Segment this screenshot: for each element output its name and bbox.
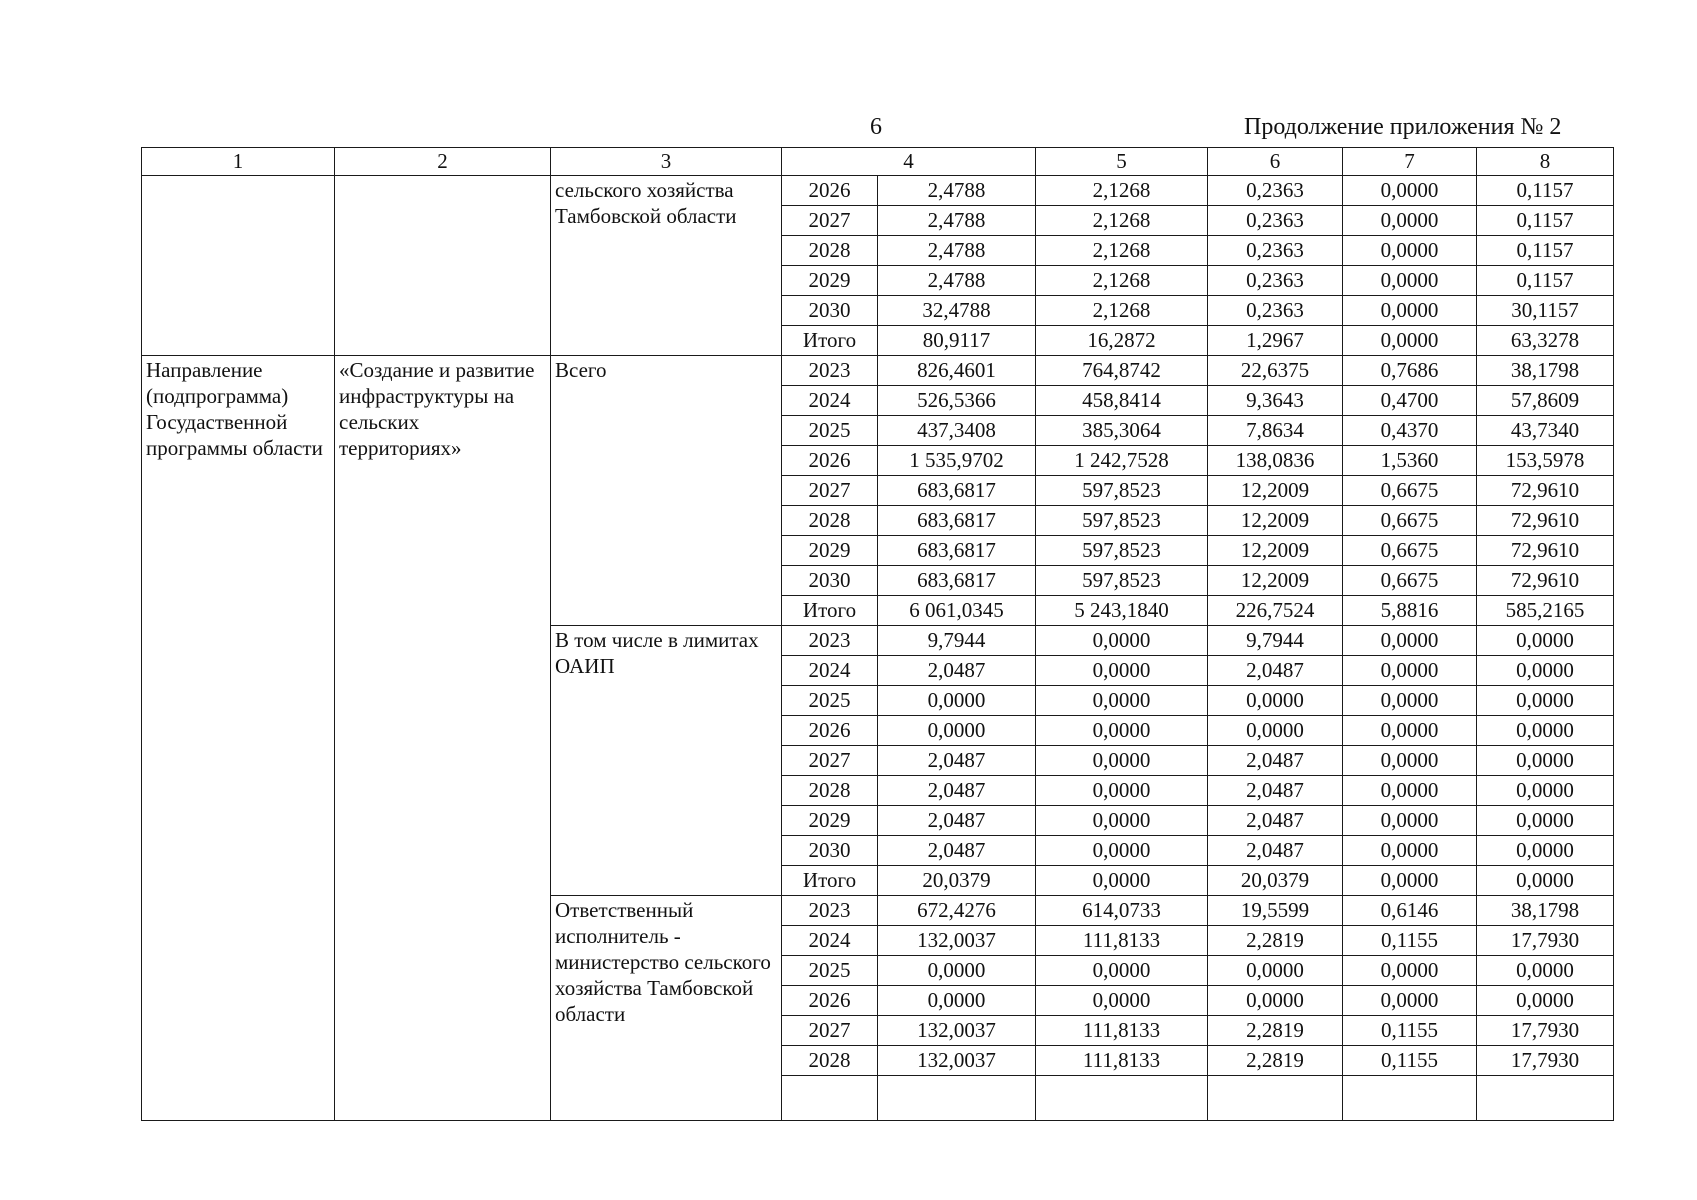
value-cell: 0,0000	[1343, 836, 1477, 866]
value-cell: 0,2363	[1208, 176, 1343, 206]
value-cell: 17,7930	[1477, 1046, 1614, 1076]
value-cell: 9,3643	[1208, 386, 1343, 416]
value-cell: 72,9610	[1477, 536, 1614, 566]
value-cell: 17,7930	[1477, 926, 1614, 956]
value-cell: 0,0000	[1343, 266, 1477, 296]
funding-source-cell: Всего	[551, 356, 782, 626]
year-cell: 2029	[782, 536, 878, 566]
value-cell: 0,2363	[1208, 236, 1343, 266]
value-cell: 764,8742	[1036, 356, 1208, 386]
value-cell: 0,0000	[878, 716, 1036, 746]
year-cell: 2029	[782, 806, 878, 836]
value-cell: 0,1155	[1343, 1016, 1477, 1046]
value-cell: 0,0000	[1343, 746, 1477, 776]
value-cell: 1,5360	[1343, 446, 1477, 476]
year-cell: 2024	[782, 656, 878, 686]
budget-table	[141, 147, 1614, 1121]
value-cell: 0,0000	[1343, 236, 1477, 266]
value-cell: 0,6675	[1343, 476, 1477, 506]
value-cell: 0,0000	[878, 956, 1036, 986]
year-cell: 2025	[782, 956, 878, 986]
value-cell: 0,0000	[1036, 626, 1208, 656]
value-cell: 2,1268	[1036, 296, 1208, 326]
value-cell: 0,0000	[1343, 956, 1477, 986]
header-cell-4: 4	[782, 148, 1036, 176]
value-cell: 0,0000	[1343, 986, 1477, 1016]
value-cell: 0,0000	[1036, 776, 1208, 806]
value-cell: 0,0000	[1036, 656, 1208, 686]
year-cell: 2024	[782, 926, 878, 956]
value-cell: 437,3408	[878, 416, 1036, 446]
blank-cell	[782, 1076, 878, 1121]
direction-cell	[142, 176, 335, 356]
funding-source-cell: сельского хозяйства Тамбовской области	[551, 176, 782, 356]
year-cell: 2028	[782, 506, 878, 536]
value-cell: 0,0000	[1477, 836, 1614, 866]
value-cell: 12,2009	[1208, 566, 1343, 596]
value-cell: 0,1155	[1343, 1046, 1477, 1076]
year-cell: 2026	[782, 716, 878, 746]
year-cell: 2030	[782, 836, 878, 866]
value-cell: 2,2819	[1208, 926, 1343, 956]
value-cell: 0,0000	[1036, 866, 1208, 896]
year-cell: 2028	[782, 1046, 878, 1076]
value-cell: 0,0000	[1036, 746, 1208, 776]
value-cell: 138,0836	[1208, 446, 1343, 476]
value-cell: 2,4788	[878, 236, 1036, 266]
year-cell: 2027	[782, 476, 878, 506]
year-cell: 2023	[782, 626, 878, 656]
value-cell: 12,2009	[1208, 506, 1343, 536]
value-cell: 2,0487	[878, 746, 1036, 776]
value-cell: 72,9610	[1477, 476, 1614, 506]
header-row	[142, 148, 1614, 176]
value-cell: 0,1155	[1343, 926, 1477, 956]
value-cell: 0,0000	[1343, 206, 1477, 236]
value-cell: 614,0733	[1036, 896, 1208, 926]
value-cell: 38,1798	[1477, 356, 1614, 386]
value-cell: 2,0487	[878, 776, 1036, 806]
value-cell: 12,2009	[1208, 476, 1343, 506]
value-cell: 0,4700	[1343, 386, 1477, 416]
value-cell: 2,0487	[878, 836, 1036, 866]
year-cell: 2023	[782, 356, 878, 386]
value-cell: 16,2872	[1036, 326, 1208, 356]
value-cell: 0,1157	[1477, 206, 1614, 236]
value-cell: 111,8133	[1036, 926, 1208, 956]
value-cell: 0,0000	[1036, 716, 1208, 746]
value-cell: 2,0487	[1208, 776, 1343, 806]
value-cell: 0,0000	[878, 986, 1036, 1016]
value-cell: 0,0000	[1208, 716, 1343, 746]
year-cell: 2027	[782, 206, 878, 236]
value-cell: 0,0000	[1343, 716, 1477, 746]
value-cell: 672,4276	[878, 896, 1036, 926]
value-cell: 0,0000	[1477, 656, 1614, 686]
value-cell: 526,5366	[878, 386, 1036, 416]
value-cell: 585,2165	[1477, 596, 1614, 626]
header-cell-8: 8	[1477, 148, 1614, 176]
value-cell: 597,8523	[1036, 476, 1208, 506]
value-cell: 683,6817	[878, 476, 1036, 506]
value-cell: 0,0000	[878, 686, 1036, 716]
header-cell-7: 7	[1343, 148, 1477, 176]
appendix-continuation-caption: Продолжение приложения № 2	[1244, 114, 1562, 140]
value-cell: 0,0000	[1477, 866, 1614, 896]
value-cell: 19,5599	[1208, 896, 1343, 926]
value-cell: 0,2363	[1208, 266, 1343, 296]
value-cell: 385,3064	[1036, 416, 1208, 446]
year-cell: 2028	[782, 236, 878, 266]
value-cell: 30,1157	[1477, 296, 1614, 326]
value-cell: 72,9610	[1477, 566, 1614, 596]
year-cell: 2023	[782, 896, 878, 926]
value-cell: 0,0000	[1343, 656, 1477, 686]
value-cell: 6 061,0345	[878, 596, 1036, 626]
value-cell: 43,7340	[1477, 416, 1614, 446]
value-cell: 0,1157	[1477, 266, 1614, 296]
value-cell: 1 242,7528	[1036, 446, 1208, 476]
value-cell: 22,6375	[1208, 356, 1343, 386]
blank-cell	[1477, 1076, 1614, 1121]
program-name-cell: «Создание и развитие инфраструктуры на сельских территориях»	[335, 356, 551, 1121]
table-body	[142, 176, 1614, 1121]
value-cell: 0,0000	[1477, 806, 1614, 836]
value-cell: 7,8634	[1208, 416, 1343, 446]
value-cell: 0,6675	[1343, 506, 1477, 536]
value-cell: 0,1157	[1477, 176, 1614, 206]
header-cell-2: 2	[335, 148, 551, 176]
value-cell: 132,0037	[878, 1046, 1036, 1076]
value-cell: 597,8523	[1036, 506, 1208, 536]
value-cell: 20,0379	[878, 866, 1036, 896]
value-cell: 2,4788	[878, 176, 1036, 206]
value-cell: 0,0000	[1208, 686, 1343, 716]
program-name-cell	[335, 176, 551, 356]
value-cell: 111,8133	[1036, 1016, 1208, 1046]
year-cell: 2026	[782, 446, 878, 476]
value-cell: 0,1157	[1477, 236, 1614, 266]
value-cell: 2,1268	[1036, 236, 1208, 266]
value-cell: 80,9117	[878, 326, 1036, 356]
header-cell-5: 5	[1036, 148, 1208, 176]
value-cell: 5 243,1840	[1036, 596, 1208, 626]
value-cell: 0,2363	[1208, 296, 1343, 326]
value-cell: 0,0000	[1477, 716, 1614, 746]
value-cell: 226,7524	[1208, 596, 1343, 626]
value-cell: 5,8816	[1343, 596, 1477, 626]
value-cell: 2,0487	[1208, 746, 1343, 776]
value-cell: 2,1268	[1036, 176, 1208, 206]
value-cell: 0,0000	[1343, 326, 1477, 356]
value-cell: 0,0000	[1477, 686, 1614, 716]
value-cell: 9,7944	[878, 626, 1036, 656]
year-cell: Итого	[782, 596, 878, 626]
year-cell: 2029	[782, 266, 878, 296]
value-cell: 38,1798	[1477, 896, 1614, 926]
value-cell: 2,0487	[1208, 836, 1343, 866]
value-cell: 2,2819	[1208, 1046, 1343, 1076]
value-cell: 2,4788	[878, 266, 1036, 296]
header-cell-3: 3	[551, 148, 782, 176]
year-cell: Итого	[782, 866, 878, 896]
value-cell: 72,9610	[1477, 506, 1614, 536]
value-cell: 0,6675	[1343, 536, 1477, 566]
value-cell: 153,5978	[1477, 446, 1614, 476]
year-cell: 2030	[782, 566, 878, 596]
value-cell: 597,8523	[1036, 566, 1208, 596]
year-cell: 2028	[782, 776, 878, 806]
value-cell: 0,7686	[1343, 356, 1477, 386]
year-cell: Итого	[782, 326, 878, 356]
value-cell: 683,6817	[878, 566, 1036, 596]
value-cell: 0,6146	[1343, 896, 1477, 926]
value-cell: 17,7930	[1477, 1016, 1614, 1046]
year-cell: 2030	[782, 296, 878, 326]
value-cell: 0,0000	[1477, 746, 1614, 776]
value-cell: 0,6675	[1343, 566, 1477, 596]
value-cell: 2,0487	[878, 656, 1036, 686]
value-cell: 0,4370	[1343, 416, 1477, 446]
page-number: 6	[870, 114, 882, 140]
value-cell: 0,0000	[1477, 626, 1614, 656]
value-cell: 0,0000	[1343, 686, 1477, 716]
blank-cell	[878, 1076, 1036, 1121]
value-cell: 826,4601	[878, 356, 1036, 386]
blank-cell	[1208, 1076, 1343, 1121]
value-cell: 0,0000	[1208, 956, 1343, 986]
blank-cell	[1036, 1076, 1208, 1121]
value-cell: 2,1268	[1036, 266, 1208, 296]
value-cell: 683,6817	[878, 536, 1036, 566]
value-cell: 0,0000	[1343, 296, 1477, 326]
value-cell: 132,0037	[878, 926, 1036, 956]
value-cell: 458,8414	[1036, 386, 1208, 416]
value-cell: 0,0000	[1477, 956, 1614, 986]
value-cell: 57,8609	[1477, 386, 1614, 416]
value-cell: 1 535,9702	[878, 446, 1036, 476]
year-cell: 2024	[782, 386, 878, 416]
value-cell: 0,0000	[1343, 176, 1477, 206]
value-cell: 683,6817	[878, 506, 1036, 536]
value-cell: 0,0000	[1343, 626, 1477, 656]
value-cell: 2,2819	[1208, 1016, 1343, 1046]
value-cell: 32,4788	[878, 296, 1036, 326]
year-cell: 2027	[782, 746, 878, 776]
year-cell: 2026	[782, 176, 878, 206]
value-cell: 2,0487	[878, 806, 1036, 836]
funding-source-cell: Ответственный исполнитель - министерство сельского хозяйства Тамбовской области	[551, 896, 782, 1121]
value-cell: 0,0000	[1343, 806, 1477, 836]
direction-cell: Направление (подпрограмма) Госудаственной программы области	[142, 356, 335, 1121]
table-row	[142, 176, 1614, 206]
value-cell: 12,2009	[1208, 536, 1343, 566]
value-cell: 132,0037	[878, 1016, 1036, 1046]
value-cell: 20,0379	[1208, 866, 1343, 896]
value-cell: 2,0487	[1208, 656, 1343, 686]
year-cell: 2025	[782, 686, 878, 716]
value-cell: 2,1268	[1036, 206, 1208, 236]
value-cell: 0,0000	[1343, 776, 1477, 806]
value-cell: 0,0000	[1343, 866, 1477, 896]
value-cell: 1,2967	[1208, 326, 1343, 356]
value-cell: 0,0000	[1036, 806, 1208, 836]
value-cell: 2,0487	[1208, 806, 1343, 836]
value-cell: 111,8133	[1036, 1046, 1208, 1076]
value-cell: 0,0000	[1477, 986, 1614, 1016]
value-cell: 2,4788	[878, 206, 1036, 236]
year-cell: 2025	[782, 416, 878, 446]
value-cell: 0,0000	[1208, 986, 1343, 1016]
year-cell: 2027	[782, 1016, 878, 1046]
value-cell: 63,3278	[1477, 326, 1614, 356]
blank-cell	[1343, 1076, 1477, 1121]
value-cell: 0,0000	[1036, 986, 1208, 1016]
value-cell: 0,0000	[1036, 956, 1208, 986]
header-cell-1: 1	[142, 148, 335, 176]
funding-source-cell: В том числе в лимитах ОАИП	[551, 626, 782, 896]
table-row	[142, 356, 1614, 386]
value-cell: 0,0000	[1036, 836, 1208, 866]
value-cell: 0,0000	[1036, 686, 1208, 716]
year-cell: 2026	[782, 986, 878, 1016]
value-cell: 0,2363	[1208, 206, 1343, 236]
value-cell: 0,0000	[1477, 776, 1614, 806]
header-cell-6: 6	[1208, 148, 1343, 176]
value-cell: 597,8523	[1036, 536, 1208, 566]
value-cell: 9,7944	[1208, 626, 1343, 656]
